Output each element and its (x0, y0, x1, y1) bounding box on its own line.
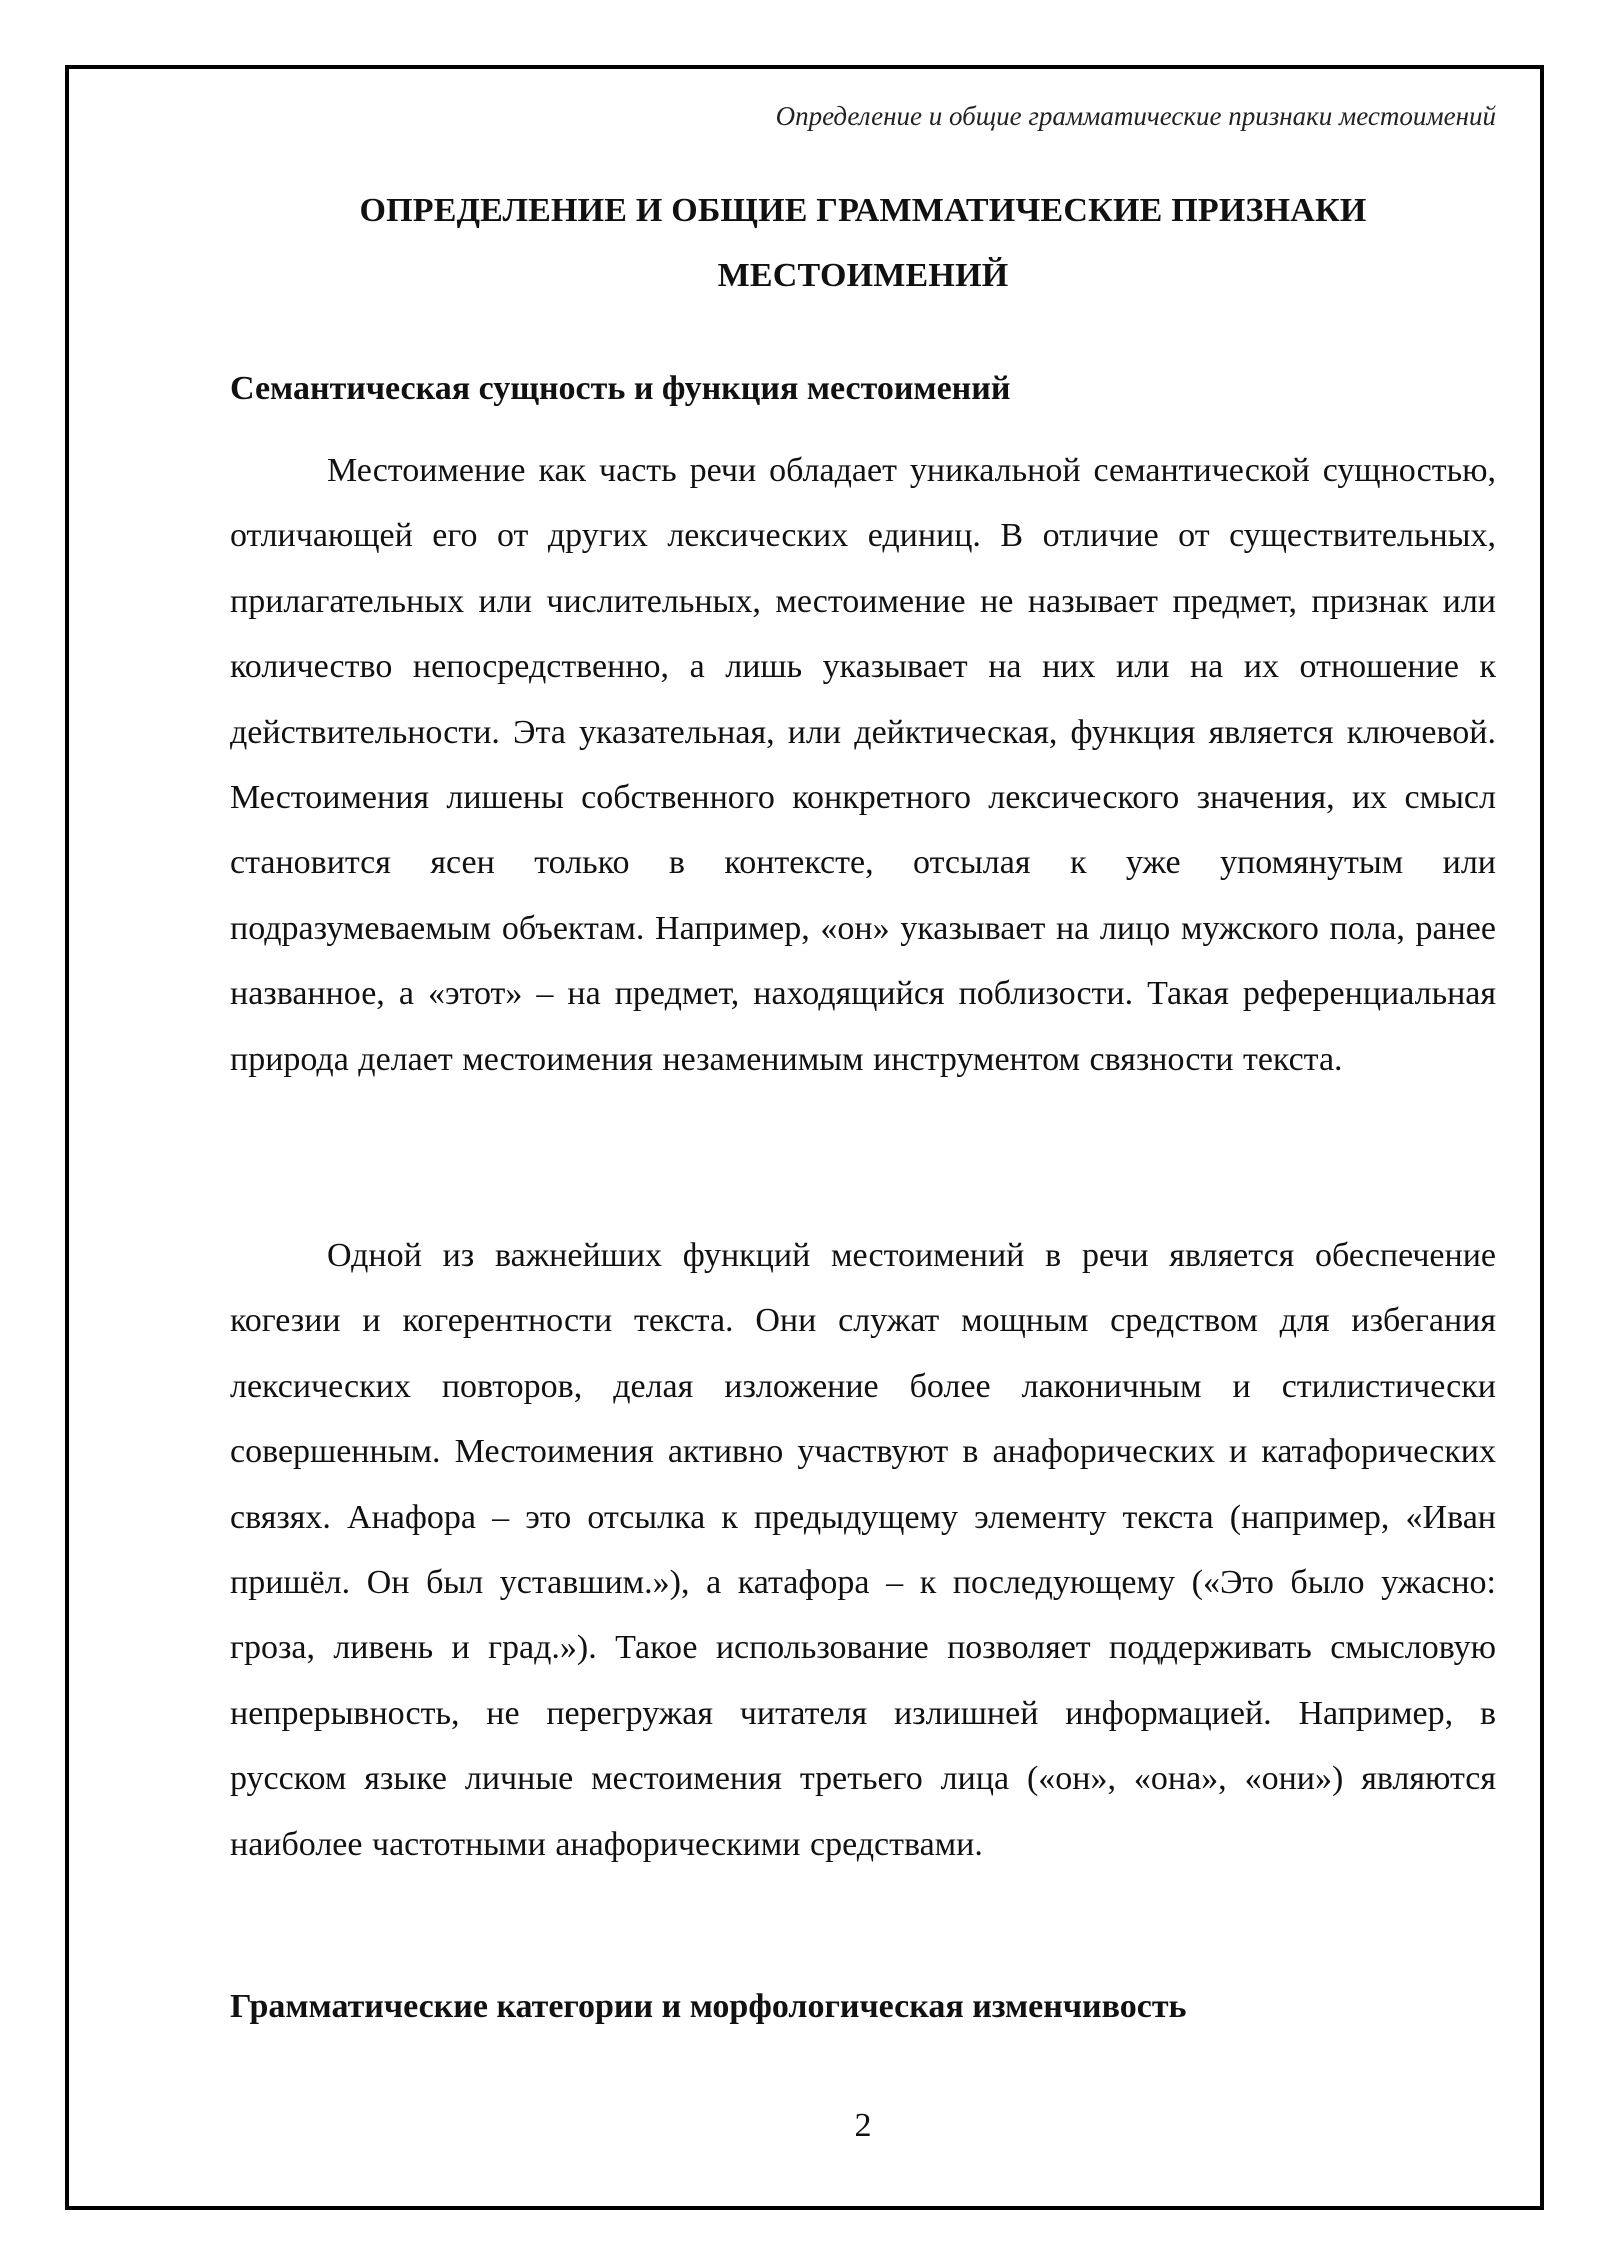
section-heading-grammatical-categories: Грамматические категории и морфологическая изменчивость (230, 1988, 1187, 2025)
page-title (230, 188, 1496, 299)
body-paragraph-2: Одной из важнейших функций местоимений в речи является обеспечение когезии и когерентности текста. Они служат мощным средством для избегания лексических повторов, делая изложение более лаконичным и стилистически совершенным. Местоимения активно участвуют в анафорических и катафорических связях. Анафора – это отсылка к предыдущему элементу текста (например, «Иван пришёл. Он был уставшим.»), а катафора – к последующему («Это было ужасно: гроза, ливень и град.»). Такое использование позволяет поддерживать смысловую непрерывность, не перегружая читателя излишней информацией. Например, в русском языке личные местоимения третьего лица («он», «она», «они») являются наиболее частотными анафорическими средствами. (230, 1237, 1496, 1863)
page-title-line-2: МЕСТОИМЕНИЙ (717, 257, 1009, 294)
running-header: Определение и общие грамматические признаки местоимений (775, 101, 1496, 131)
page-number: 2 (854, 2107, 872, 2144)
body-paragraph-1: Местоимение как часть речи обладает уникальной семантической сущностью, отличающей его от других лексических единиц. В отличие от существительных, прилагательных или числительных, местоимение не называет предмет, признак или количество непосредственно, а лишь указывает на них или на их отношение к действительности. Эта указательная, или дейктическая, функция является ключевой. Местоимения лишены собственного конкретного лексического значения, их смысл становится ясен только в контексте, отсылая к уже упомянутым или подразумеваемым объектам. Например, «он» указывает на лицо мужского пола, ранее названное, а «этот» – на предмет, находящийся поблизости. Такая референциальная природа делает местоимения незаменимым инструментом связности текста. (230, 452, 1496, 1078)
section-heading-semantic-essence: Семантическая сущность и функция местоимений (230, 370, 1011, 407)
page-title-line-1: ОПРЕДЕЛЕНИЕ И ОБЩИЕ ГРАММАТИЧЕСКИЕ ПРИЗНАКИ (359, 192, 1367, 229)
